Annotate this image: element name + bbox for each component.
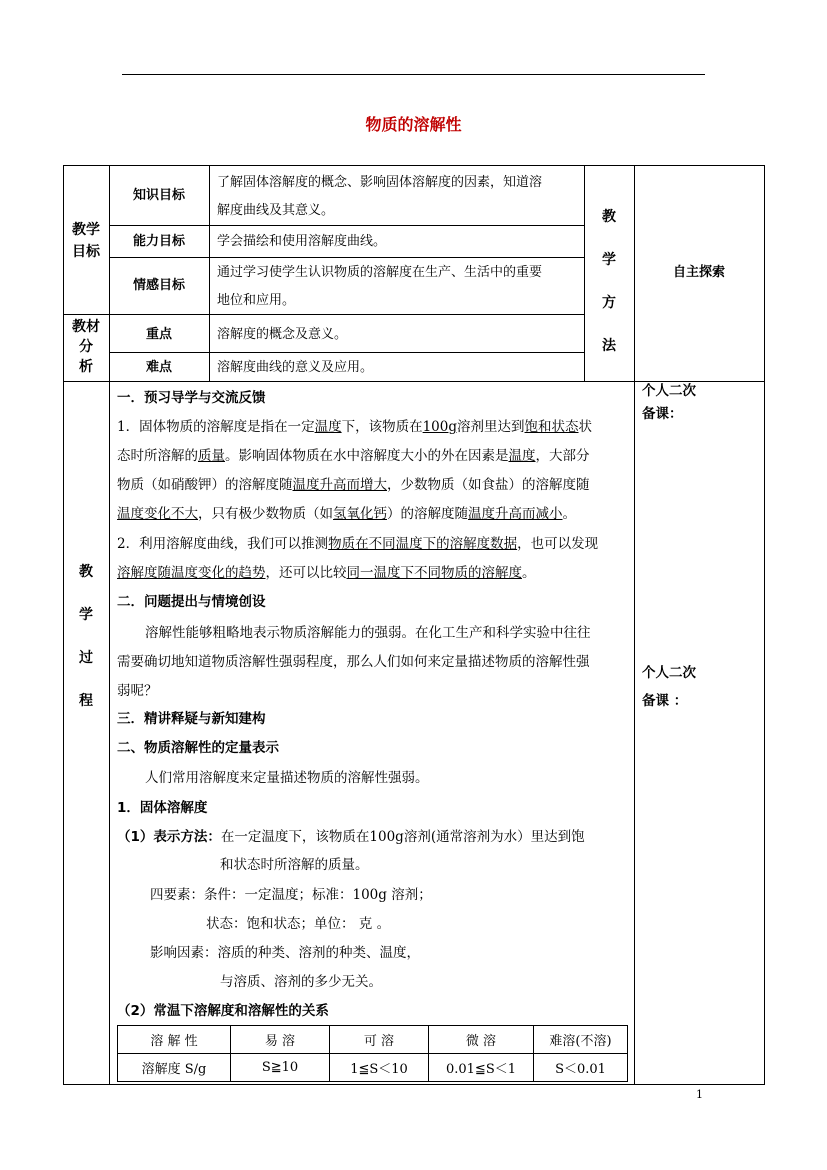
table-row: [118, 1026, 628, 1054]
solubility-table: [117, 1025, 628, 1082]
para-3-line-1: 溶解性能够粗略地表示物质溶解能力的强弱。在化工生产和科学实验中往往: [145, 625, 591, 641]
ability-goal-text: 学会描绘和使用溶解度曲线。: [217, 234, 387, 249]
analysis-label: 教材 分 析: [72, 319, 100, 375]
section-3-heading: 三．精讲释疑与新知建构: [117, 711, 266, 727]
method-line-2: 和状态时所溶解的质量。: [220, 857, 369, 873]
para-1-line-2: 态时所溶解的质量。影响固体物质在水中溶解度大小的外在因素是温度，大部分: [117, 448, 590, 464]
section-4-heading: 二、物质溶解性的定量表示: [117, 740, 279, 756]
table-header-cell: 易 溶: [231, 1026, 330, 1054]
side-note-2-line-1: 个人二次: [642, 665, 696, 681]
teaching-method-value: 自主探索: [672, 265, 725, 280]
key-point-text: 溶解度的概念及意义。: [217, 327, 348, 342]
relation-heading: （2）常温下溶解度和溶解性的关系: [117, 1003, 329, 1019]
goals-label: 教学 目标: [72, 222, 100, 260]
difficult-point-label: 难点: [145, 360, 172, 375]
table-cell: S≧10: [231, 1054, 330, 1082]
para-1-line-3: 物质（如硝酸钾）的溶解度随温度升高而增大，少数物质（如食盐）的溶解度随: [117, 477, 590, 493]
para-4: 人们常用溶解度来定量描述物质的溶解性强弱。: [145, 770, 429, 786]
knowledge-goal-text-1: 了解固体溶解度的概念、影响固体溶解度的因素，知道溶: [217, 175, 543, 190]
factors-line-1: 影响因素：溶质的种类、溶剂的种类、温度，: [150, 945, 420, 961]
page-number: 1: [696, 1088, 703, 1101]
four-elements-line-2: 状态：饱和状态；单位： 克 。: [206, 916, 391, 932]
section-1-heading: 一．预习导学与交流反馈: [117, 390, 266, 406]
table-header-cell: 溶 解 性: [118, 1026, 231, 1054]
header-rule: [122, 74, 705, 75]
four-elements-line-1: 四要素：条件：一定温度；标准：100g 溶剂；: [150, 887, 432, 903]
section-2-heading: 二．问题提出与情境创设: [117, 594, 266, 610]
factors-line-2: 与溶质、溶剂的多少无关。: [220, 974, 382, 990]
para-3-line-2: 需要确切地知道物质溶解性强弱程度，那么人们如何来定量描述物质的溶解性强: [117, 654, 590, 670]
table-header-cell: 微 溶: [429, 1026, 534, 1054]
table-header-cell: 可 溶: [330, 1026, 429, 1054]
para-2-line-1: 2．利用溶解度曲线，我们可以推测物质在不同温度下的溶解度数据，也可以发现: [117, 536, 599, 552]
para-1-line-1: 1．固体物质的溶解度是指在一定温度下，该物质在100g溶剂里达到饱和状态状: [117, 419, 593, 435]
knowledge-goal-text-2: 解度曲线及其意义。: [217, 203, 335, 218]
teaching-method-label: 教 学 方 法: [602, 209, 616, 354]
para-1-line-4: 温度变化不大，只有极少数物质（如氢氧化钙）的溶解度随温度升高而减小。: [117, 506, 576, 522]
para-2-line-2: 溶解度随温度变化的趋势，还可以比较同一温度下不同物质的溶解度。: [117, 565, 536, 581]
key-point-label: 重点: [145, 327, 172, 342]
solid-solubility-heading: 1．固体溶解度: [117, 800, 208, 816]
para-3-line-3: 弱呢？: [117, 683, 158, 699]
difficult-point-text: 溶解度曲线的意义及应用。: [217, 360, 374, 375]
side-note-1-line-2: 备课：: [642, 406, 683, 422]
table-cell: 1≦S＜10: [330, 1054, 429, 1082]
process-label: 教 学 过 程: [79, 564, 93, 709]
emotion-goal-text-1: 通过学习使学生认识物质的溶解度在生产、生活中的重要: [217, 265, 543, 280]
knowledge-goal-label: 知识目标: [132, 188, 185, 203]
emotion-goal-label: 情感目标: [132, 278, 185, 293]
table-header-cell: 难溶(不溶): [534, 1026, 628, 1054]
table-cell: 溶解度 S/g: [118, 1054, 231, 1082]
side-note-2-line-2: 备课 ：: [642, 693, 688, 709]
method-line-1: （1）表示方法：在一定温度下，该物质在100g溶剂(通常溶剂为水）里达到饱: [117, 829, 585, 845]
table-cell: 0.01≦S＜1: [429, 1054, 534, 1082]
page-title: 物质的溶解性: [365, 115, 462, 134]
table-row: [118, 1054, 628, 1082]
side-note-1-line-1: 个人二次: [642, 383, 696, 399]
ability-goal-label: 能力目标: [132, 234, 185, 249]
table-cell: S＜0.01: [534, 1054, 628, 1082]
emotion-goal-text-2: 地位和应用。: [217, 293, 296, 308]
